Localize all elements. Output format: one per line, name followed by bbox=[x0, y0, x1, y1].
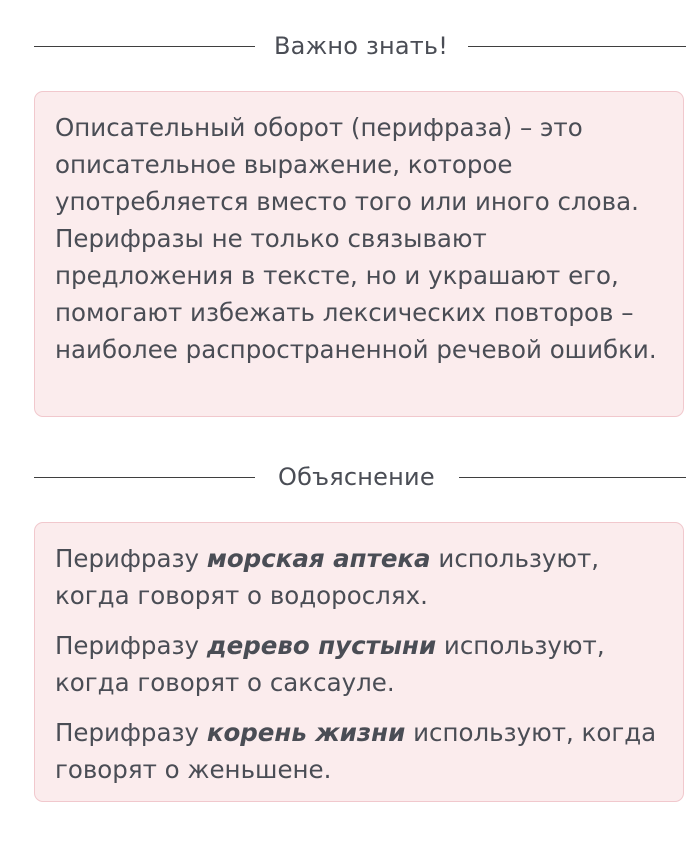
explanation-section-header bbox=[34, 462, 686, 492]
explanation-item bbox=[55, 540, 663, 614]
explanation-suffix: используют, когда говорят о водорослях. bbox=[55, 544, 600, 610]
important-info-text: Описательный оборот (перифраза) – это описательное выражение, которое употребляется вместо того или иного слова. Перифразы не только связывают предложения в тексте, но и украшают его, помогают избежать лексических повторов – наиболее распространенной речевой ошибки. bbox=[55, 113, 657, 364]
periphrasis-term: морская аптека bbox=[206, 544, 431, 573]
divider-line-left bbox=[34, 46, 255, 47]
divider-line-left bbox=[34, 477, 255, 478]
important-info-card bbox=[34, 91, 684, 417]
important-section-header bbox=[34, 31, 686, 61]
explanation-section-title: Объяснение bbox=[278, 463, 435, 491]
explanation-prefix: Перифразу bbox=[55, 544, 200, 573]
important-section-title: Важно знать! bbox=[274, 32, 449, 60]
explanation-suffix: используют, когда говорят о женьшене. bbox=[55, 718, 657, 784]
explanation-prefix: Перифразу bbox=[55, 631, 200, 660]
explanation-card bbox=[34, 522, 684, 802]
periphrasis-term: корень жизни bbox=[206, 718, 406, 747]
explanation-prefix: Перифразу bbox=[55, 718, 200, 747]
periphrasis-term: дерево пустыни bbox=[206, 631, 437, 660]
explanation-item bbox=[55, 627, 663, 701]
divider-line-right bbox=[459, 477, 686, 478]
explanation-suffix: используют, когда говорят о саксауле. bbox=[55, 631, 605, 697]
explanation-item bbox=[55, 714, 663, 788]
divider-line-right bbox=[468, 46, 686, 47]
